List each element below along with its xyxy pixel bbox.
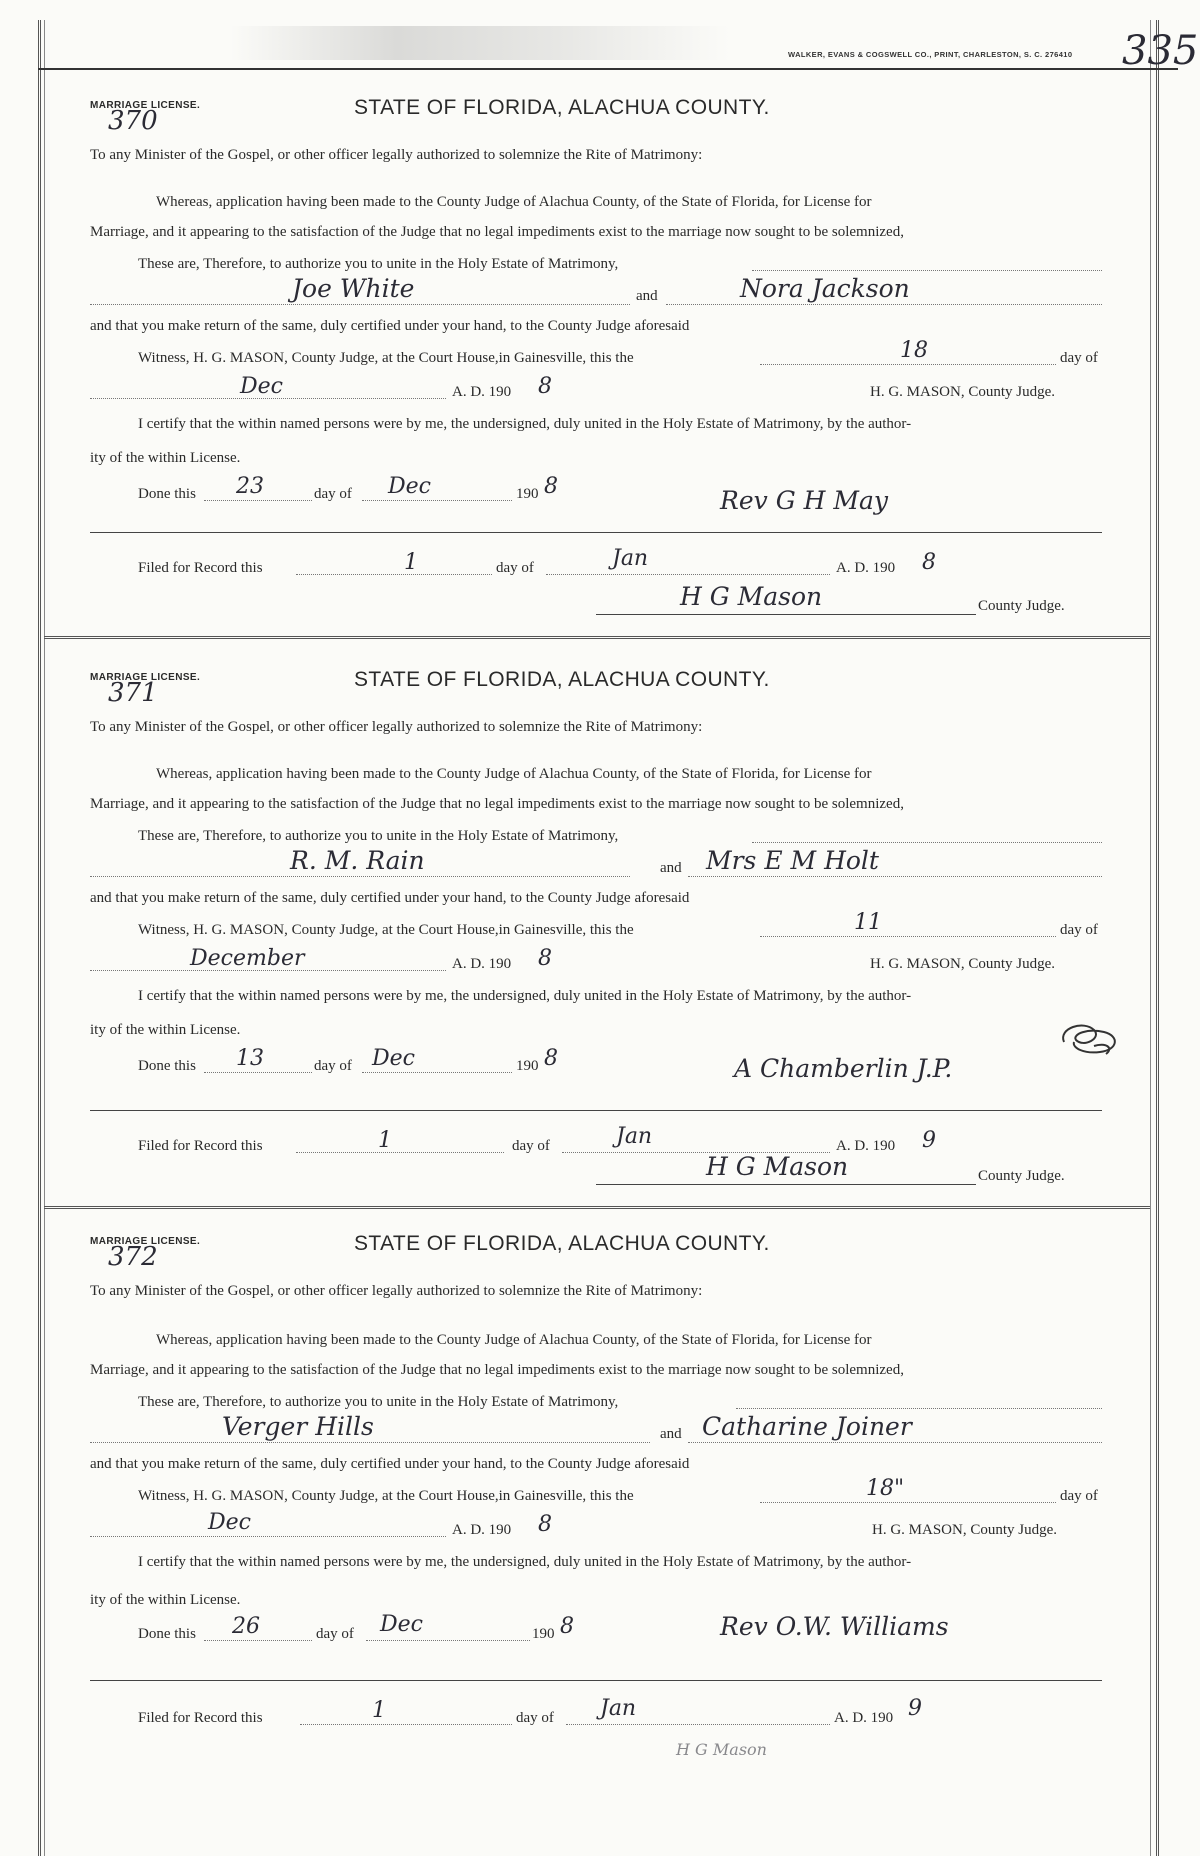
page-border-left [38,20,41,1856]
printer-imprint: WALKER, EVANS & COGSWELL CO., PRINT, CHARLESTON, S. C. 276410 [788,50,1073,59]
witness-day-line [760,936,1056,937]
license-title: STATE OF FLORIDA, ALACHUA COUNTY. [354,96,770,119]
filed-ad-label: A. D. 190 [836,560,896,576]
done-month: Dec [388,474,431,499]
certify-line-2: ity of the within License. [90,450,241,466]
whereas-line-1: Whereas, application having been made to the County Judge of Alachua County, of the State of Florida, for License for [156,194,872,210]
certify-line-2: ity of the within License. [90,1592,241,1608]
and-label: and [636,288,658,304]
separator-rule [90,1680,1102,1681]
judge-signature: H G Mason [676,1740,767,1759]
filed-month: Jan [600,1696,637,1721]
witness-line: Witness, H. G. MASON, County Judge, at the Court House,in Gainesville, this the [138,922,634,938]
whereas-line-1: Whereas, application having been made to the County Judge of Alachua County, of the State of Florida, for License for [156,1332,872,1348]
filed-day-line [300,1724,512,1725]
groom-name: Joe White [292,274,415,303]
filed-day-of-label: day of [512,1138,550,1154]
filed-day-line [296,1152,504,1153]
filed-ad-label: A. D. 190 [836,1138,896,1154]
witness-day: 18" [866,1476,905,1501]
filed-day: 1 [404,550,418,575]
license-number: 370 [108,106,158,136]
license-label: MARRIAGE LICENSE. [90,672,201,683]
filed-month-line [546,574,830,575]
return-line: and that you make return of the same, duly certified under your hand, to the County Judge aforesaid [90,318,690,334]
witness-day: 11 [854,910,882,935]
done-this-label: Done this [138,486,196,502]
bride-name: Mrs E M Holt [706,846,879,875]
whereas-line-2: Marriage, and it appearing to the satisfaction of the Judge that no legal impediments exist to the marriage now sought to be solemnized, [90,1362,904,1378]
these-are-line: These are, Therefore, to authorize you to unite in the Holy Estate of Matrimony, [138,256,619,272]
bride-name: Nora Jackson [740,274,910,303]
license-number: 371 [108,678,158,708]
judge-signature-line [596,614,976,615]
license-divider [44,1206,1150,1209]
separator-rule [90,1110,1102,1111]
done-this-label: Done this [138,1058,196,1074]
done-day-line [204,1640,312,1641]
certify-line-2: ity of the within License. [90,1022,241,1038]
filed-year: 8 [922,550,936,575]
groom-name: Verger Hills [222,1412,374,1441]
page-border-right-inner [1150,20,1151,1856]
and-label: and [660,860,682,876]
judge-label: H. G. MASON, County Judge. [870,956,1056,972]
header-rule [38,68,1178,70]
filed-day-of-label: day of [516,1710,554,1726]
witness-year: 8 [538,946,552,971]
day-of-label: day of [1060,1488,1098,1504]
witness-line: Witness, H. G. MASON, County Judge, at the Court House,in Gainesville, this the [138,1488,634,1504]
done-day-of-label: day of [316,1626,354,1642]
license-title: STATE OF FLORIDA, ALACHUA COUNTY. [354,668,770,691]
bride-line [666,304,1102,305]
done-month: Dec [372,1046,415,1071]
judge-signature: H G Mason [706,1152,849,1181]
filed-label: Filed for Record this [138,1138,263,1154]
done-day-line [204,1072,312,1073]
filed-month: Jan [616,1124,653,1149]
bride-name: Catharine Joiner [702,1412,912,1441]
page-border-right [1156,20,1159,1856]
bride-line [688,876,1102,877]
whereas-line-2: Marriage, and it appearing to the satisfaction of the Judge that no legal impediments exist to the marriage now sought to be solemnized, [90,224,904,240]
filed-day-of-label: day of [496,560,534,576]
done-day: 26 [232,1614,260,1639]
license-divider [44,636,1150,639]
return-line: and that you make return of the same, duly certified under your hand, to the County Judge aforesaid [90,890,690,906]
done-month-line [366,1640,530,1641]
judge-label: H. G. MASON, County Judge. [872,1522,1058,1538]
whereas-line-2: Marriage, and it appearing to the satisfaction of the Judge that no legal impediments exist to the marriage now sought to be solemnized, [90,796,904,812]
groom-line [90,876,630,877]
address-line: To any Minister of the Gospel, or other officer legally authorized to solemnize the Rite of Matrimony: [90,719,703,735]
certify-line-1: I certify that the within named persons were by me, the undersigned, duly united in the Holy Estate of Matrimony, by the author- [138,988,912,1004]
done-month-line [362,1072,512,1073]
license-number: 372 [108,1242,158,1272]
done-year: 8 [544,1046,558,1071]
whereas-line-1: Whereas, application having been made to the County Judge of Alachua County, of the State of Florida, for License for [156,766,872,782]
done-this-label: Done this [138,1626,196,1642]
dotted-line [736,1408,1102,1409]
address-line: To any Minister of the Gospel, or other officer legally authorized to solemnize the Rite of Matrimony: [90,147,703,163]
groom-name: R. M. Rain [290,846,425,875]
county-judge-label: County Judge. [978,1168,1065,1184]
witness-day-line [760,1502,1056,1503]
officiant-signature: Rev G H May [720,486,888,515]
return-line: and that you make return of the same, duly certified under your hand, to the County Judge aforesaid [90,1456,690,1472]
witness-line: Witness, H. G. MASON, County Judge, at the Court House,in Gainesville, this the [138,350,634,366]
filed-month: Jan [612,546,649,571]
groom-line [90,304,630,305]
license-label: MARRIAGE LICENSE. [90,1236,201,1247]
license-title: STATE OF FLORIDA, ALACHUA COUNTY. [354,1232,770,1255]
filed-label: Filed for Record this [138,1710,263,1726]
done-year-label: 190 [516,1058,539,1074]
groom-line [90,1442,650,1443]
scan-smudge [230,26,730,60]
these-are-line: These are, Therefore, to authorize you to unite in the Holy Estate of Matrimony, [138,828,619,844]
done-year-label: 190 [532,1626,555,1642]
done-year: 8 [560,1614,574,1639]
license-label: MARRIAGE LICENSE. [90,100,201,111]
seal-flourish-icon [1054,1018,1124,1060]
done-month: Dec [380,1612,423,1637]
officiant-signature: A Chamberlin J.P. [734,1054,953,1083]
done-day: 13 [236,1046,264,1071]
witness-day: 18 [900,338,928,363]
officiant-signature: Rev O.W. Williams [720,1612,949,1641]
witness-month-line [90,1536,446,1537]
done-year: 8 [544,474,558,499]
filed-day: 1 [378,1128,392,1153]
day-of-label: day of [1060,350,1098,366]
done-day-of-label: day of [314,486,352,502]
filed-year: 9 [908,1696,922,1721]
witness-month: Dec [208,1510,251,1535]
done-year-label: 190 [516,486,539,502]
ad-label: A. D. 190 [452,956,512,972]
filed-day-line [296,574,492,575]
filed-ad-label: A. D. 190 [834,1710,894,1726]
address-line: To any Minister of the Gospel, or other officer legally authorized to solemnize the Rite of Matrimony: [90,1283,703,1299]
filed-year: 9 [922,1128,936,1153]
judge-signature: H G Mason [680,582,823,611]
page-border-left-inner [44,20,45,1856]
witness-year: 8 [538,1512,552,1537]
witness-day-line [760,364,1056,365]
dotted-line [752,842,1102,843]
ad-label: A. D. 190 [452,384,512,400]
witness-month: December [190,946,305,971]
done-day: 23 [236,474,264,499]
done-month-line [362,500,512,501]
ad-label: A. D. 190 [452,1522,512,1538]
and-label: and [660,1426,682,1442]
witness-month: Dec [240,374,283,399]
filed-label: Filed for Record this [138,560,263,576]
bride-line [688,1442,1102,1443]
certify-line-1: I certify that the within named persons were by me, the undersigned, duly united in the Holy Estate of Matrimony, by the author- [138,1554,912,1570]
dotted-line [752,270,1102,271]
day-of-label: day of [1060,922,1098,938]
judge-label: H. G. MASON, County Judge. [870,384,1056,400]
separator-rule [90,532,1102,533]
done-day-of-label: day of [314,1058,352,1074]
done-day-line [204,500,312,501]
filed-day: 1 [372,1698,386,1723]
county-judge-label: County Judge. [978,598,1065,614]
page-number: 335 [1122,28,1199,74]
these-are-line: These are, Therefore, to authorize you to unite in the Holy Estate of Matrimony, [138,1394,619,1410]
judge-signature-line [596,1184,976,1185]
witness-year: 8 [538,374,552,399]
filed-month-line [566,1724,830,1725]
certify-line-1: I certify that the within named persons were by me, the undersigned, duly united in the Holy Estate of Matrimony, by the author- [138,416,912,432]
